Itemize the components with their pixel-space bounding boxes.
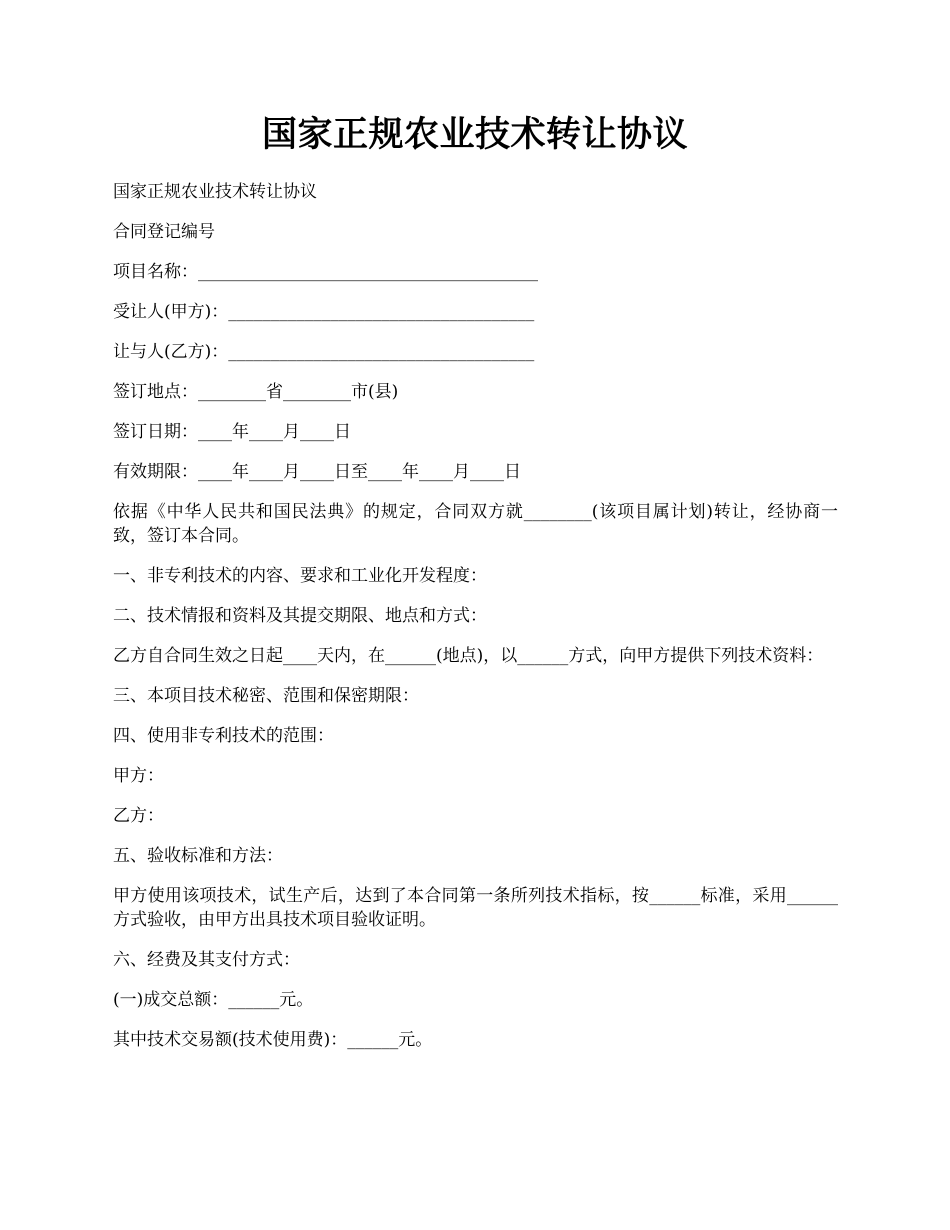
paragraph-party-b: 让与人(乙方)：____________________________________ bbox=[113, 342, 535, 362]
paragraph-party-b-scope: 乙方： bbox=[113, 806, 164, 826]
section-heading-2: 二、技术情报和资料及其提交期限、地点和方式： bbox=[113, 606, 487, 626]
paragraph-legal-basis: 依据《中华人民共和国民法典》的规定，合同双方就________(该项目属计划)转让，经协商一致，签订本合同。 bbox=[113, 502, 838, 546]
document-body bbox=[113, 180, 838, 1068]
paragraph-validity-period: 有效期限：____年____月____日至____年____月____日 bbox=[113, 462, 521, 482]
document-title: 国家正规农业技术转让协议 bbox=[261, 114, 688, 155]
paragraph-technology-fee: 其中技术交易额(技术使用费)：______元。 bbox=[113, 1030, 433, 1050]
paragraph-total-amount: (一)成交总额：______元。 bbox=[113, 990, 314, 1010]
paragraph-signing-date: 签订日期：____年____月____日 bbox=[113, 422, 351, 442]
paragraph-signing-place: 签订地点：________省________市(县) bbox=[113, 382, 399, 402]
paragraph-project-name: 项目名称：________________________________________ bbox=[113, 262, 538, 282]
paragraph-party-a-scope: 甲方： bbox=[113, 766, 164, 786]
section-heading-6: 六、经费及其支付方式： bbox=[113, 950, 300, 970]
paragraph-party-a: 受让人(甲方)：____________________________________ bbox=[113, 302, 535, 322]
section-heading-4: 四、使用非专利技术的范围： bbox=[113, 726, 334, 746]
paragraph-delivery-terms: 乙方自合同生效之日起____天内，在______(地点)，以______方式，向甲方提供下列技术资料： bbox=[113, 646, 824, 666]
section-heading-1: 一、非专利技术的内容、要求和工业化开发程度： bbox=[113, 566, 487, 586]
paragraph-subtitle: 国家正规农业技术转让协议 bbox=[113, 182, 317, 202]
paragraph-registration-number: 合同登记编号 bbox=[113, 222, 215, 242]
paragraph-acceptance-terms: 甲方使用该项技术，试生产后，达到了本合同第一条所列技术指标，按______标准，采用______方式验收，由甲方出具技术项目验收证明。 bbox=[113, 886, 838, 930]
section-heading-5: 五、验收标准和方法： bbox=[113, 846, 283, 866]
section-heading-3: 三、本项目技术秘密、范围和保密期限： bbox=[113, 686, 419, 706]
